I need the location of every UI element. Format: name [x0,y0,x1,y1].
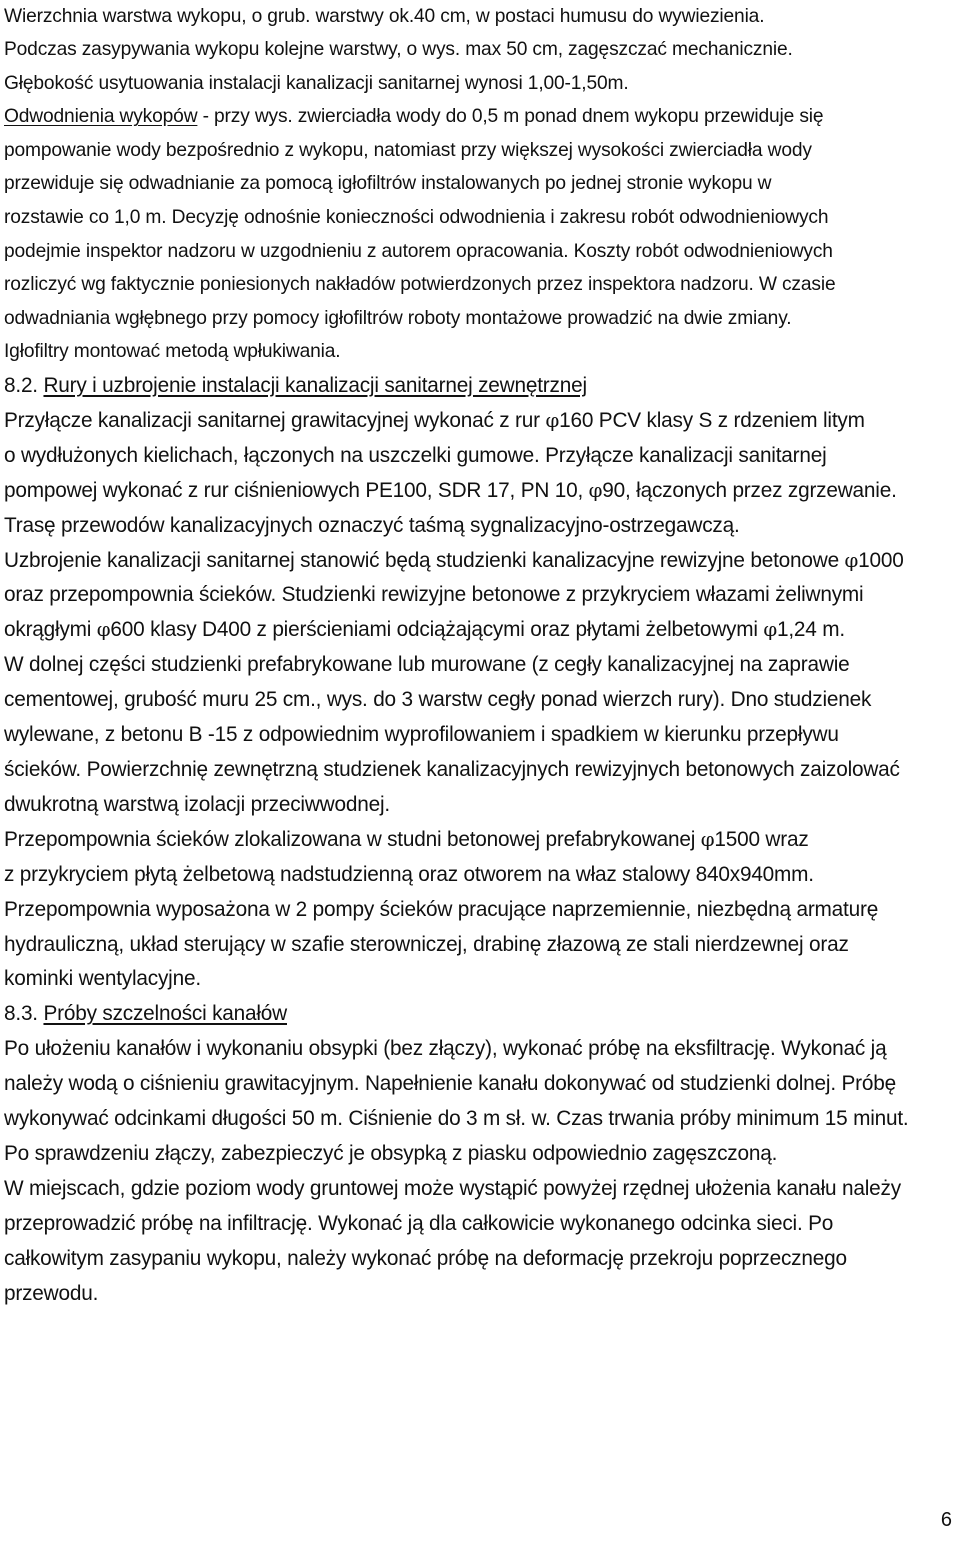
text-line: kominki wentylacyjne. [4,967,201,991]
section-title: Rury i uzbrojenie instalacji kanalizacji sanitarnej zewnętrznej [43,374,587,398]
text-fragment: Przyłącze kanalizacji sanitarnej grawitacyjnej wykonać z rur [4,408,546,432]
text-line: hydrauliczną, układ sterujący w szafie sterowniczej, drabinę złazową ze stali nierdzewnej oraz [4,932,849,956]
section-number: 8.2. [4,374,44,398]
text-line [4,613,954,648]
text-line: odwadniania wgłębnego przy pomocy igłofiltrów roboty montażowe prowadzić na dwie zmiany. [4,307,792,329]
text-line: przewiduje się odwadnianie za pomocą igłofiltrów instalowanych po jednej stronie wykopu w [4,173,772,195]
section-title: Próby szczelności kanałów [43,1002,287,1026]
text-line: Podczas zasypywania wykopu kolejne warstwy, o wys. max 50 cm, zagęszczać mechanicznie. [4,39,793,61]
text-fragment: pompowej wykonać z rur ciśnieniowych PE100, SDR 17, PN 10, [4,478,589,502]
text-line [4,544,954,579]
section-8-3-text [4,1032,954,1311]
dewatering-term: Odwodnienia wykopów [4,106,198,128]
text-line: rozliczyć wg faktycznie poniesionych nakładów potwierdzonych przez inspektora nadzoru. W czasie [4,274,836,296]
text-line: Wierzchnia warstwa wykopu, o grub. warstwy ok.40 cm, w postaci humusu do wywiezienia. [4,5,765,27]
text-line: pompowanie wody bezpośrednio z wykopu, natomiast przy większej wysokości zwierciadła wody [4,139,812,161]
text-line: o wydłużonych kielichach, łączonych na uszczelki gumowe. Przyłącze kanalizacji sanitarnej [4,443,827,467]
text-fragment: 90, łączonych przez zgrzewanie. [602,478,897,502]
text-line: przewodu. [4,1281,99,1305]
text-line: wylewane, z betonu B -15 z odpowiednim wyprofilowaniem i spadkiem w kierunku przepływu [4,723,839,747]
text-fragment: 1500 wraz [714,827,809,851]
text-line [4,474,954,509]
text-line: cementowej, grubość muru 25 cm., wys. do 3 warstw cegły ponad wierzch rury). Dno studzienek [4,688,872,712]
text-line [4,404,954,439]
text-line: Po sprawdzeniu złączy, zabezpieczyć je obsypką z piasku odpowiednio zagęszczoną. [4,1141,778,1165]
section-8-2-text [4,404,954,997]
phi-symbol: φ [545,408,560,432]
text-line: przeprowadzić próbę na infiltrację. Wykonać ją dla całkowicie wykonanego odcinka sieci. Po [4,1211,834,1235]
text-fragment: 1000 [858,548,904,572]
text-line: rozstawie co 1,0 m. Decyzję odnośnie konieczności odwodnienia i zakresu robót odwodnieniowych [4,207,829,229]
text-line [4,100,954,134]
text-line: Przepompownia wyposażona w 2 pompy ścieków pracujące naprzemiennie, niezbędną armaturę [4,897,879,921]
text-line: oraz przepompownia ścieków. Studzienki rewizyjne betonowe z przykryciem włazami żeliwnymi [4,583,864,607]
text-line: z przykryciem płytą żelbetową nadstudzienną oraz otworem na właz stalowy 840x940mm. [4,862,814,886]
text-fragment: 1,24 m. [776,618,845,642]
text-line: całkowitym zasypaniu wykopu, należy wykonać próbę na deformację przekroju poprzecznego [4,1246,847,1270]
text-line: W dolnej części studzienki prefabrykowane lub murowane (z cegły kanalizacyjnej na zaprawie [4,653,850,677]
text-line: ścieków. Powierzchnię zewnętrzną studzienek kanalizacyjnych rewizyjnych betonowych zaizolować [4,758,900,781]
phi-symbol: φ [700,827,715,851]
document-page [4,0,954,1312]
text-line: dwukrotną warstwą izolacji przeciwwodnej. [4,792,390,816]
text-line: Po ułożeniu kanałów i wykonaniu obsypki (bez złączy), wykonać próbę na eksfiltrację. Wykonać ją [4,1037,887,1061]
text-fragment: Uzbrojenie kanalizacji sanitarnej stanowić będą studzienki kanalizacyjne rewizyjne betonowe [4,548,845,572]
phi-symbol: φ [588,478,603,502]
section-8-2-heading [4,369,954,404]
text-line: należy wodą o ciśnieniu grawitacyjnym. Napełnienie kanału dokonywać od studzienki dolnej. Próbę [4,1072,896,1096]
text-line: Głębokość usytuowania instalacji kanalizacji sanitarnej wynosi 1,00-1,50m. [4,72,629,94]
text-line: Trasę przewodów kanalizacyjnych oznaczyć taśmą sygnalizacyjno-ostrzegawczą. [4,513,740,537]
section-8-3-heading [4,997,954,1032]
section-number: 8.3. [4,1002,44,1026]
page-number: 6 [940,1509,952,1531]
text-fragment: okrągłymi [4,618,97,642]
phi-symbol: φ [96,618,111,642]
text-line: podejmie inspektor nadzoru w uzgodnieniu z autorem opracowania. Koszty robót odwodnieniowych [4,240,833,262]
text-line: W miejscach, gdzie poziom wody gruntowej może wystąpić powyżej rzędnej ułożenia kanału należy [4,1176,901,1200]
text-line: wykonywać odcinkami długości 50 m. Ciśnienie do 3 m sł. w. Czas trwania próby minimum 15 minut. [4,1107,909,1131]
phi-symbol: φ [763,618,777,642]
text-line [4,823,954,858]
text-fragment: 600 klasy D400 z pierścieniami odciążającymi oraz płytami żelbetowymi [110,618,764,642]
phi-symbol: φ [844,548,859,572]
text-fragment: - przy wys. zwierciadła wody do 0,5 m ponad dnem wykopu przewiduje się [197,106,824,128]
text-fragment: 160 PCV klasy S z rdzeniem litym [559,408,865,432]
section-8-1-text [4,0,954,369]
text-fragment: Przepompownia ścieków zlokalizowana w studni betonowej prefabrykowanej [4,827,701,851]
text-line: Igłofiltry montować metodą wpłukiwania. [4,341,341,363]
